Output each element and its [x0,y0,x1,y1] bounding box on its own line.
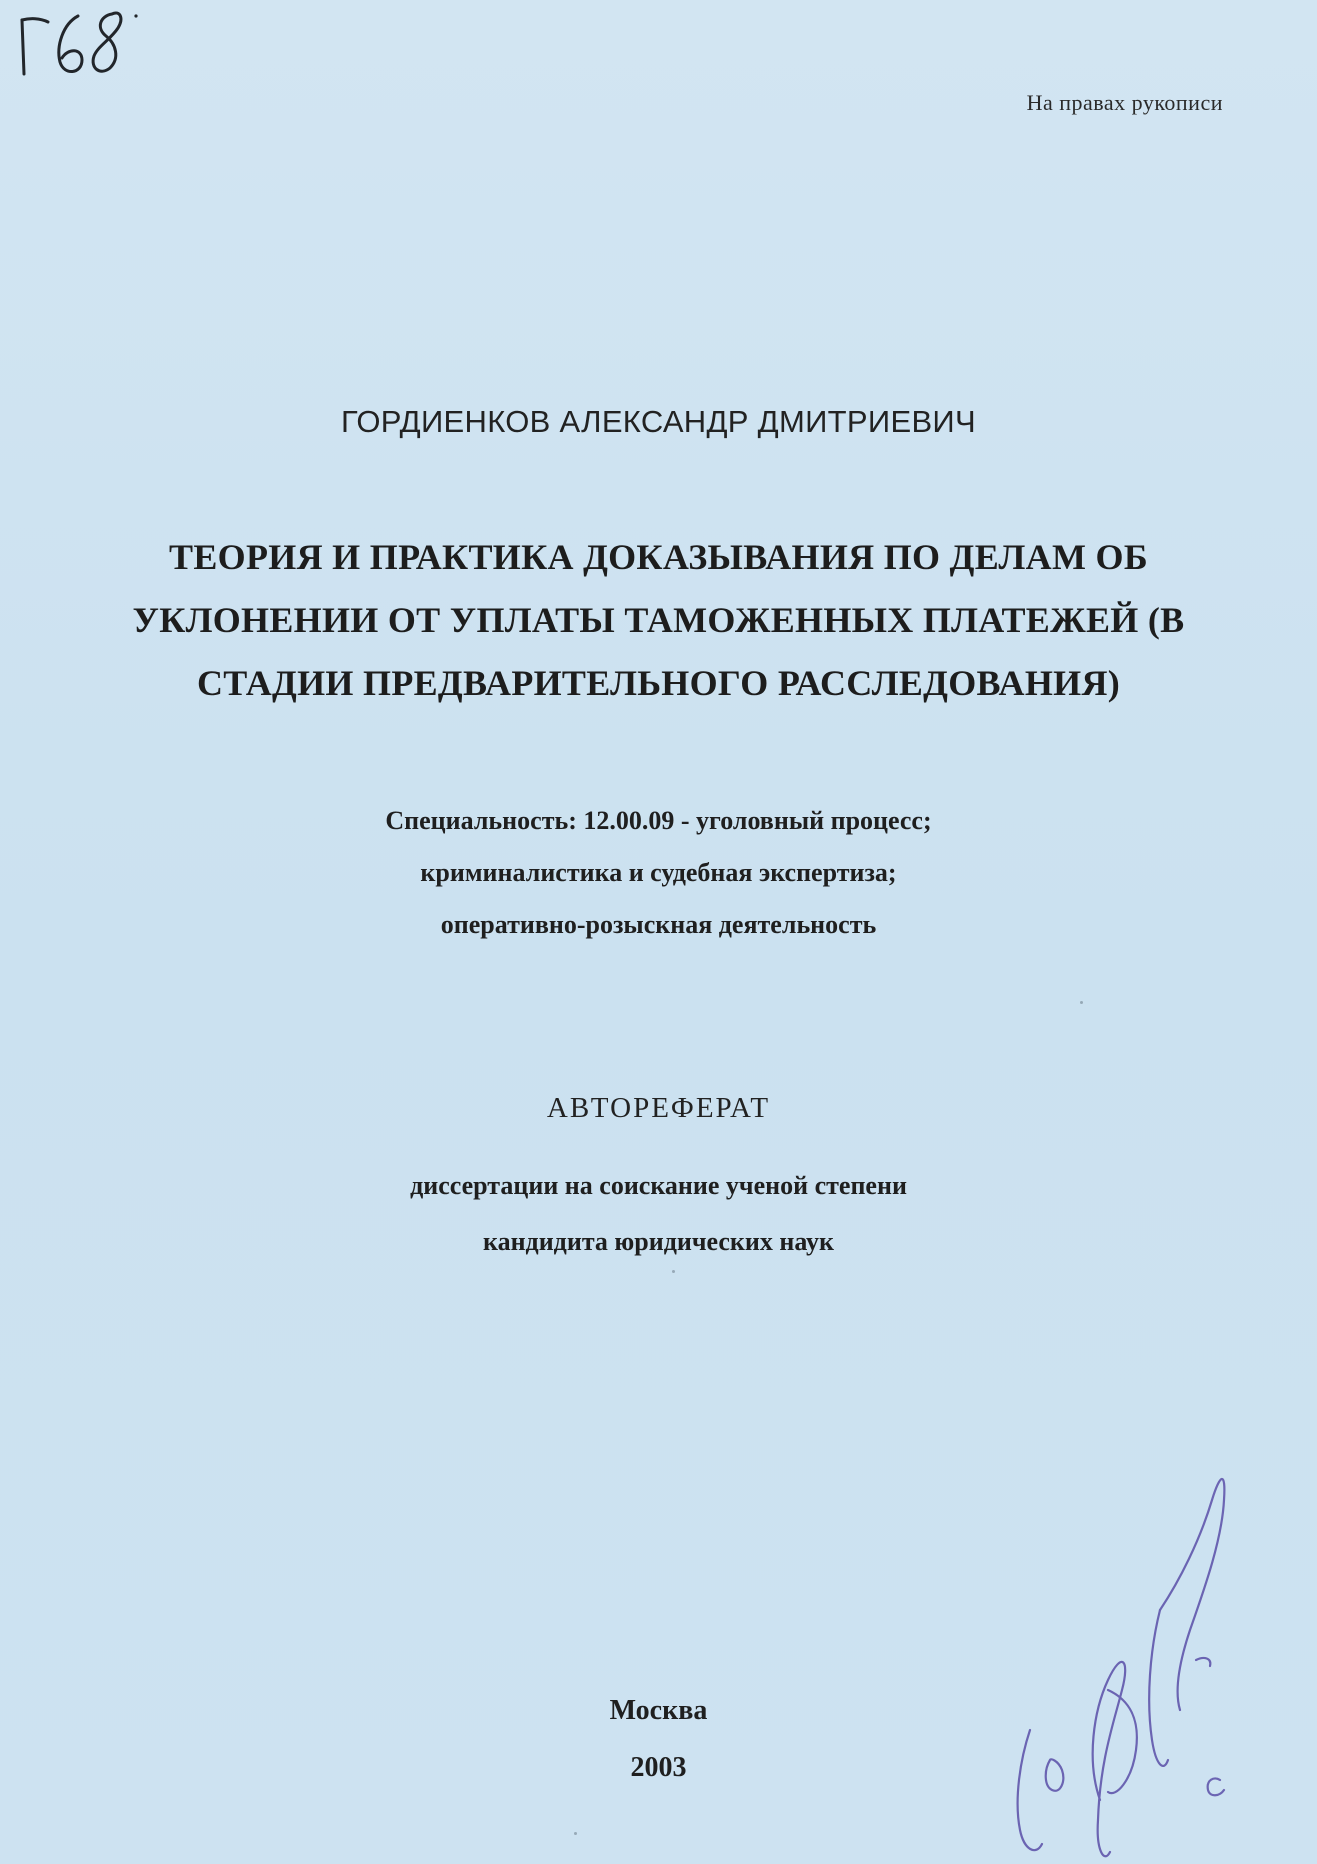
specialty-line: Специальность: 12.00.09 - уголовный процесс; [385,806,932,835]
title-line: УКЛОНЕНИИ ОТ УПЛАТЫ ТАМОЖЕННЫХ ПЛАТЕЖЕЙ (В [132,600,1185,640]
handwritten-code-icon [8,6,138,86]
specialty-line: криминалистика и судебная экспертиза; [420,858,897,887]
author-name: ГОРДИЕНКОВ АЛЕКСАНДР ДМИТРИЕВИЧ [341,404,976,439]
purpose-line: кандидита юридических наук [482,1227,835,1256]
purpose-line: диссертации на соискание ученой степени [410,1171,907,1200]
scan-speck [672,1270,675,1273]
dissertation-title [80,526,1237,715]
city: Москва [609,1695,708,1726]
manuscript-rights-note: На правах рукописи [1026,90,1223,115]
signature-icon [990,1460,1270,1864]
document-purpose [0,1158,1317,1270]
scan-speck [1080,1001,1083,1004]
specialty-block [0,795,1317,951]
title-line: ТЕОРИЯ И ПРАКТИКА ДОКАЗЫВАНИЯ ПО ДЕЛАМ ОБ [169,537,1148,577]
title-line: СТАДИИ ПРЕДВАРИТЕЛЬНОГО РАССЛЕДОВАНИЯ) [196,663,1121,703]
scan-speck [574,1832,577,1835]
specialty-line: оперативно-розыскная деятельность [440,910,877,939]
document-type: АВТОРЕФЕРАТ [546,1092,771,1124]
year: 2003 [630,1752,687,1783]
